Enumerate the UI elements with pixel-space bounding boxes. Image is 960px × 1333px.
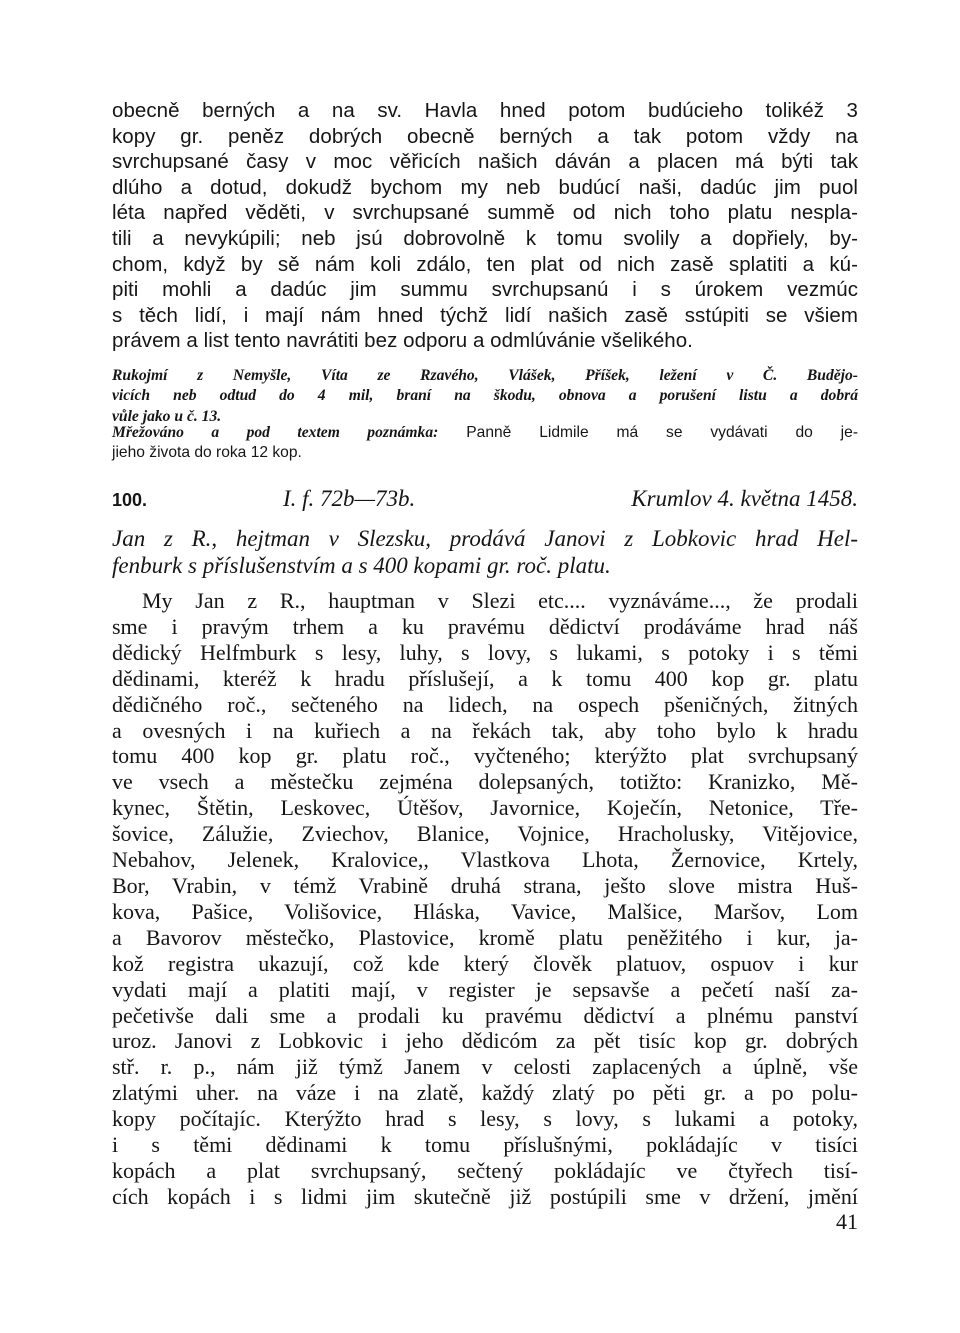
body-line: cích kopách i s lidmi jim skutečně již postúpili sme v držení, jmění <box>112 1183 858 1209</box>
text-line: obecně berných a na sv. Havla hned potom budúcieho tolikéž 3 <box>112 99 858 122</box>
text-line: chom, když by sě nám koli zdálo, ten plat od nich zasě splatiti a kú- <box>112 252 858 276</box>
body-line: tomu 400 kop gr. platu roč., vyčteného; kterýžto plat svrchupsaný <box>112 743 858 769</box>
commentary-line: vicích neb odtud do 4 mil, braní na škodu, obnova a porušení listu a dobrá <box>112 387 858 405</box>
regest-line: Jan z R., hejtman v Slezsku, prodává Janovi z Lobkovic hrad Hel- <box>112 526 858 551</box>
text-line: svrchupsané časy v moc věřicích našich dáván a placen má býti tak <box>112 150 858 174</box>
body-line: i s těmi dědinami k tomu příslušnými, pokládajíc v tisíci <box>112 1132 858 1158</box>
document-number: 100. <box>112 490 148 510</box>
body-line: kopy počítajíc. Kterýžto hrad s lesy, s lovy, s lukami a potoky, <box>112 1106 858 1132</box>
body-line: kopách a plat svrchupsaný, sečtený pokládajíc ve čtyřech tisí- <box>112 1157 858 1183</box>
body-line: a ovesných i na kuřiech a na řekách tak, aby toho bylo k hradu <box>112 717 858 743</box>
text-line: právem a list tento navrátiti bez odporu a odmlúvánie všelikého. <box>112 329 693 353</box>
text-line: léta napřed věděti, v svrchupsané summě od nich toho platu nespla- <box>112 201 858 225</box>
text-line: kopy gr. peněz dobrých obecně berných a tak potom vždy na <box>112 124 858 148</box>
body-line: šovice, Zálužie, Zviechov, Blanice, Vojnice, Hracholusky, Vitějovice, <box>112 821 858 847</box>
text-line: piti mohli a dadúc jim summu svrchupsanú i s úrokem vezmúc <box>112 278 858 302</box>
body-line: stř. r. p., nám již týmž Janem v celosti zaplacených a úplně, vše <box>112 1054 858 1080</box>
continuation-paragraph <box>112 98 858 354</box>
body-line: sme i pravým trhem a ku pravému dědictví prodáváme hrad náš <box>112 613 858 639</box>
body-line: zlatými uher. na váze i na zlatě, každý zlatý po pěti gr. a po polu- <box>112 1080 858 1106</box>
body-line: a Bavorov městečko, Plastovice, kromě platu peněžitého i kur, ja- <box>112 924 858 950</box>
commentary-note <box>112 366 858 427</box>
note-text: Panně Lidmile má se vydávati do je- <box>466 424 859 441</box>
body-line: kož registra ukazují, což kde který člověk platuov, ospuov i kur <box>112 950 858 976</box>
document-header <box>112 486 858 516</box>
note-label: Mřežováno a pod textem poznámka: <box>112 424 439 441</box>
text-line: s těch lidí, i mají nám hned týchž lidí našich zasě sstúpiti se všiem <box>112 303 858 327</box>
folio-reference: I. f. 72b—73b. <box>283 486 416 511</box>
body-line: dědinami, kteréž k hradu příslušejí, a k tomu 400 kop gr. platu <box>112 665 858 691</box>
note-line <box>112 423 858 443</box>
body-line: Bor, Vrabin, v témž Vrabině druhá strana, ješto slove mistra Huš- <box>112 872 858 898</box>
body-line: uroz. Janovi z Lobkovic i jeho dědicóm za pět tisíc kop gr. dobrých <box>112 1028 858 1054</box>
document-regest <box>112 525 858 579</box>
document-page <box>112 0 858 1333</box>
body-line: pečetivše dali sme a prodali ku pravému dědictví a plnému panství <box>112 1002 858 1028</box>
commentary-line: vůle jako u č. 13. <box>112 407 222 425</box>
body-line: ve vsech a městečku zejména dolepsaných, totižto: Kranizko, Mě- <box>112 769 858 795</box>
body-line: dědičného roč., sečteného na lidech, na ospech pšeničných, žitných <box>112 691 858 717</box>
editorial-note <box>112 423 858 464</box>
body-line: vydati mají a platiti mají, v register je sepsavše a pečetí naší za- <box>112 976 858 1002</box>
note-line: jieho života do roka 12 kop. <box>112 444 302 462</box>
place-date: Krumlov 4. května 1458. <box>631 486 858 511</box>
text-line: dlúho a dotud, dokudž bychom my neb budúcí naši, dadúc jim puol <box>112 175 858 199</box>
document-body <box>112 588 858 1210</box>
body-line: dědický Helfmburk s lesy, luhy, s lovy, s lukami, s potoky i s těmi <box>112 639 858 665</box>
regest-line: fenburk s příslušenstvím a s 400 kopami gr. roč. platu. <box>112 553 611 578</box>
body-line: kynec, Štětin, Leskovec, Útěšov, Javornice, Koječín, Netonice, Tře- <box>112 795 858 821</box>
commentary-line: Rukojmí z Nemyšle, Víta ze Rzavého, Vlášek, Příšek, ležení v Č. Budějo- <box>112 367 858 384</box>
text-line: tili a nevykúpili; neb jsú dobrovolně k tomu svolily a dopřiely, by- <box>112 226 858 250</box>
body-line: kova, Pašice, Volišovice, Hláska, Vavice, Malšice, Maršov, Lom <box>112 898 858 924</box>
page-number: 41 <box>836 1209 858 1234</box>
body-line: Nebahov, Jelenek, Kralovice,, Vlastkova Lhota, Žernovice, Krtely, <box>112 847 858 873</box>
body-line: My Jan z R., hauptman v Slezi etc.... vyznáváme..., že prodali <box>142 588 858 613</box>
